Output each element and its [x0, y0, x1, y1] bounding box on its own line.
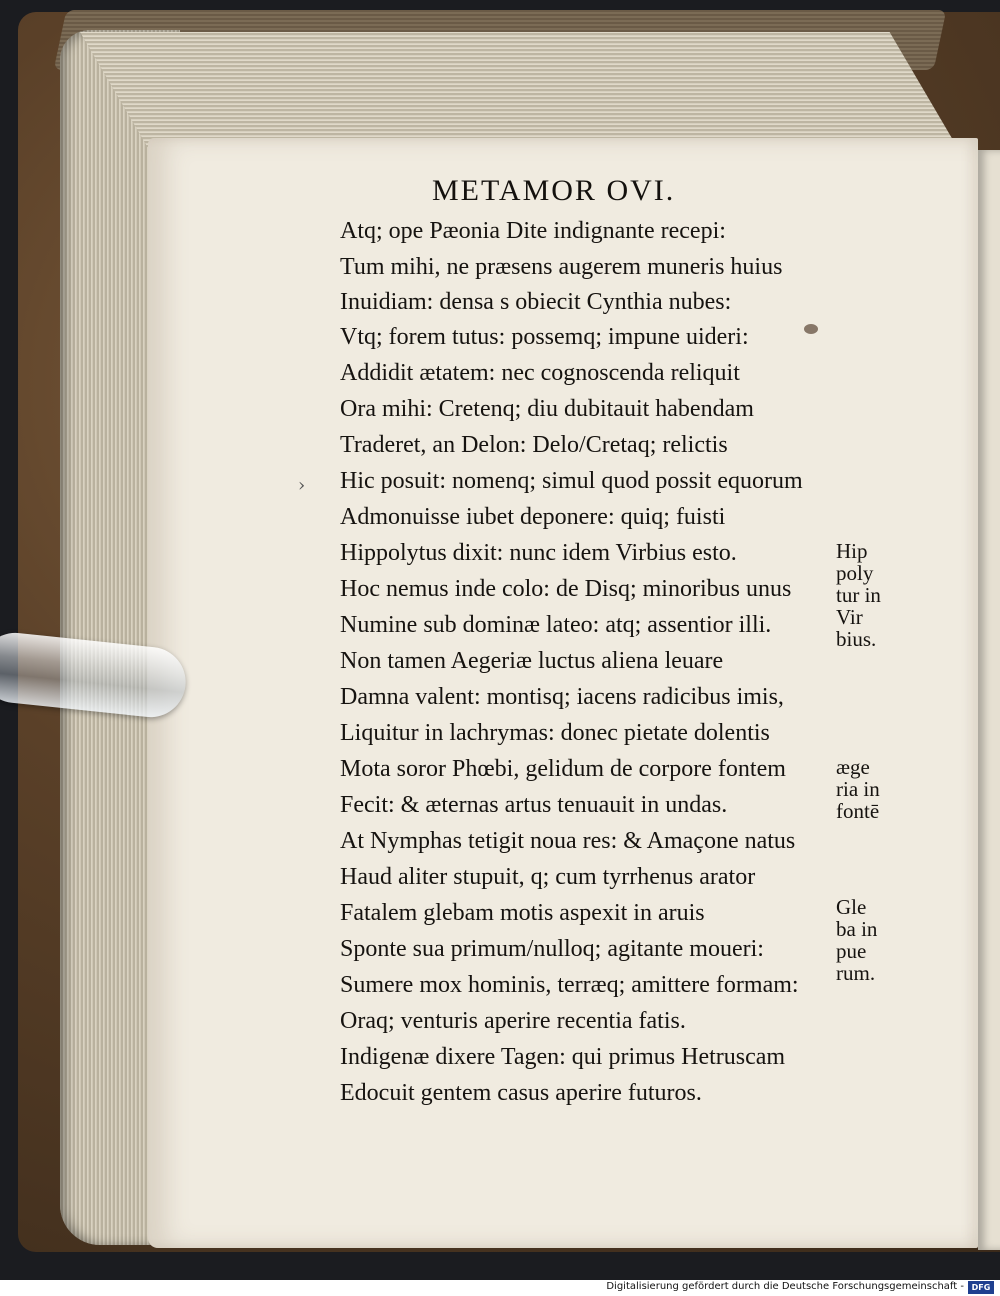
verse-line: Hic posuit: nomenq; simul quod possit equorum [340, 468, 803, 494]
margin-note: æge ria in fontē [836, 755, 880, 823]
verse-line: Fatalem glebam motis aspexit in aruis [340, 900, 705, 926]
verse-line: Indigenæ dixere Tagen: qui primus Hetruscam [340, 1044, 786, 1070]
margin-note: Gle ba in pue rum. [836, 895, 878, 985]
verse-line: Oraq; venturis aperire recentia fatis. [340, 1008, 686, 1034]
verse-line: At Nymphas tetigit noua res: & Amaçone natus [340, 828, 796, 854]
page-edges-top [80, 32, 960, 152]
verse-line: Liquitur in lachrymas: donec pietate dolentis [340, 720, 770, 746]
verse-line: Admonuisse iubet deponere: quiq; fuisti [340, 504, 726, 530]
margin-note: Hip poly tur in Vir bius. [836, 539, 881, 651]
verse-line: Non tamen Aegeriæ luctus aliena leuare [340, 648, 724, 674]
verse-line: Haud aliter stupuit, q; cum tyrrhenus arator [340, 864, 756, 890]
verse-line: Hippolytus dixit: nunc idem Virbius esto. [340, 540, 737, 566]
verse-line: Sponte sua primum/nulloq; agitante moueri: [340, 936, 764, 962]
footer-credit: Digitalisierung gefördert durch die Deutsche Forschungsgemeinschaft - [606, 1281, 964, 1292]
verse-line: Numine sub dominæ lateo: atq; assentior illi. [340, 612, 772, 638]
ink-spot [804, 324, 818, 334]
verse-line: Tum mihi, ne præsens augerem muneris huius [340, 254, 783, 280]
verse-line: Sumere mox hominis, terræq; amittere formam: [340, 972, 799, 998]
verse-line: Traderet, an Delon: Delo/Cretaq; relictis [340, 432, 728, 458]
verse-line: Addidit ætatem: nec cognoscenda reliquit [340, 360, 740, 386]
verse-line: Inuidiam: densa s obiecit Cynthia nubes: [340, 289, 732, 315]
facing-page [978, 150, 1000, 1250]
verse-line: Atq; ope Pæonia Dite indignante recepi: [340, 218, 726, 244]
verse-line: Vtq; forem tutus: possemq; impune uideri: [340, 324, 749, 350]
verse-line: Damna valent: montisq; iacens radicibus imis, [340, 684, 784, 710]
verse-line: Mota soror Phœbi, gelidum de corpore fontem [340, 756, 786, 782]
verse-line: Edocuit gentem casus aperire futuros. [340, 1080, 702, 1106]
verse-line: Fecit: & æternas artus tenuauit in undas. [340, 792, 728, 818]
verse-line: Hoc nemus inde colo: de Disq; minoribus unus [340, 576, 792, 602]
verse-line: Ora mihi: Cretenq; diu dubitauit habendam [340, 396, 754, 422]
dfg-logo: DFG [968, 1281, 994, 1294]
page-mark-icon: › [298, 475, 306, 496]
running-head: METAMOR OVI. [432, 174, 676, 207]
